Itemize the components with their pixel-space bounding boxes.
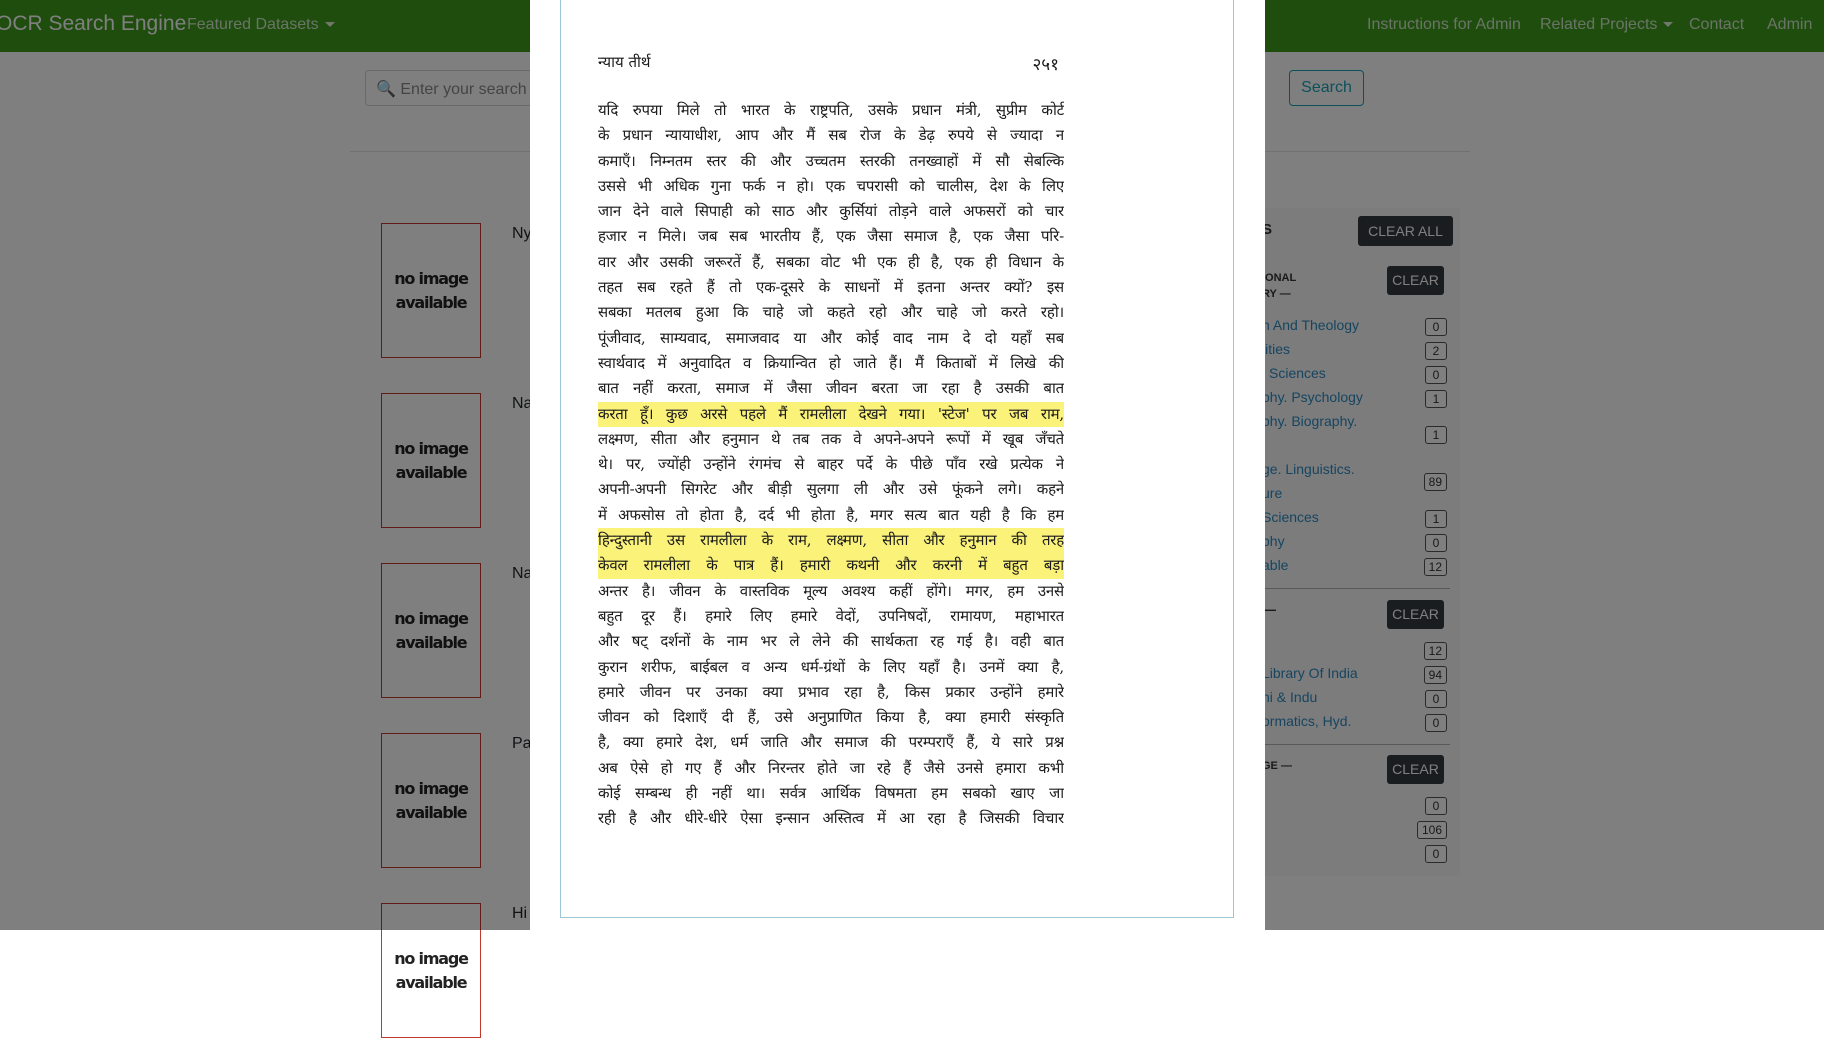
text-line: के प्रधान न्यायाधीश, आप और मैं सब रोज के डेढ़ रुपये से ज्यादा न — [598, 126, 1064, 145]
highlighted-text-line: केवल रामलीला के पात्र हैं। हमारी कथनी और करनी में बहुत बड़ा — [598, 553, 1064, 578]
text-line: जान देने वाले सिपाही को साठ और कुर्सियां तोड़ने वाले अफसरों को चार — [598, 202, 1064, 221]
page-header — [598, 52, 1064, 78]
page-text — [598, 52, 1064, 832]
text-line: रही है और धीरे-धीरे ऐसा इन्सान अस्तित्व में आ रहा है जिसकी विचार — [598, 809, 1064, 828]
text-line: सबका मतलब हुआ कि चाहे जो कहते रहो और चाहे जो करते रहो। — [598, 303, 1064, 322]
page-number: २५१ — [1032, 55, 1059, 75]
text-line: कुरान शरीफ, बाईबल व अन्य धर्म-ग्रंथों के लिए यहाँ है। उनमें क्या है, — [598, 657, 1064, 676]
text-line: हमारे जीवन पर उनका क्या प्रभाव रहा है, किस प्रकार उन्होंने हमारे — [598, 682, 1064, 701]
text-line: वार और उसकी जरूरतें हैं, सबका वोट भी एक ही है, एक ही विधान के — [598, 252, 1064, 271]
text-line: है, क्या हमारे देश, धर्म जाति और समाज की परम्पराएँ हैं, ये सारे प्रश्न — [598, 733, 1064, 752]
text-line: थे। पर, ज्योंही उन्होंने रंगमंच से बाहर पर्दे के पीछे पाँव रखे प्रत्येक ने — [598, 455, 1064, 474]
text-line: तहत सब रहते हैं तो एक-दूसरे के साधनों में इतना अन्तर क्यों? इस — [598, 278, 1064, 297]
text-line: बहुत दूर हैं। हमारे लिए हमारे वेदों, उपनिषदों, रामायण, महाभारत — [598, 606, 1064, 625]
text-line: लक्ष्मण, सीता और हनुमान थे तब तक वे अपने-अपने रूपों में खूब जँचते — [598, 429, 1064, 448]
page-header-title: न्याय तीर्थ — [598, 53, 651, 71]
text-line: अन्तर है। जीवन के वास्तविक मूल्य अवश्य कहीं होंगे। मगर, हम उनसे — [598, 581, 1064, 600]
text-line: यदि रुपया मिले तो भारत के राष्ट्रपति, उसके प्रधान मंत्री, सुप्रीम कोर्ट — [598, 101, 1064, 119]
no-image-line1: no image — [394, 948, 468, 968]
text-line: पूंजीवाद, साम्यवाद, समाजवाद या और कोई वाद नाम दे दो यहाँ सब — [598, 328, 1064, 347]
page-lines — [598, 98, 1064, 832]
text-line: उससे भी अधिक गुना फर्क न हो। एक चपरासी को चालीस, देश के लिए — [598, 176, 1064, 195]
text-line: कोई सम्बन्ध ही नहीं था। सर्वत्र आर्थिक विषमता हम सबको खाए जा — [598, 784, 1064, 803]
text-line: स्वार्थवाद में अनुवादित व क्रियान्वित हो जाते हैं। मैं किताबों में लिखे की — [598, 353, 1064, 372]
text-line: अब ऐसे हो गए हैं और निरन्तर होते जा रहे हैं जैसे उनसे हमारा कभी — [598, 758, 1064, 777]
no-image-line2: available — [395, 972, 467, 992]
text-line: बात नहीं करता, समाज में जैसा जीवन बरता जा रहा है उसकी बात — [598, 379, 1064, 398]
text-line: जीवन को दिशाएँ दी हैं, उसे अनुप्राणित किया है, क्या हमारी संस्कृति — [598, 708, 1064, 727]
text-line: और षट् दर्शनों के नाम भर ले लेने की सार्थकता रह गई है। वही बात — [598, 632, 1064, 651]
highlighted-text-line: हिन्दुस्तानी उस रामलीला के राम, लक्ष्मण, सीता और हनुमान की तरह — [598, 528, 1064, 553]
text-line: हजार न मिले। जब सब भारतीय हैं, एक जैसा समाज है, एक जैसा परि- — [598, 227, 1064, 246]
text-line: में अफसोस तो होता है, दर्द भी होता है, मगर सत्य बात यही है कि हम — [598, 505, 1064, 524]
text-line: कमाएँ। निम्नतम स्तर की और उच्चतम स्तरकी तनख्वाहों में सौ सेबल्कि — [598, 151, 1064, 170]
text-line: अपनी-अपनी सिगरेट और बीड़ी सुलगा ली और उसे फूंकने लगे। कहने — [598, 480, 1064, 499]
highlighted-text-line: करता हूँ। कुछ अरसे पहले मैं रामलीला देखने गया। 'स्टेज' पर जब राम, — [598, 402, 1064, 427]
